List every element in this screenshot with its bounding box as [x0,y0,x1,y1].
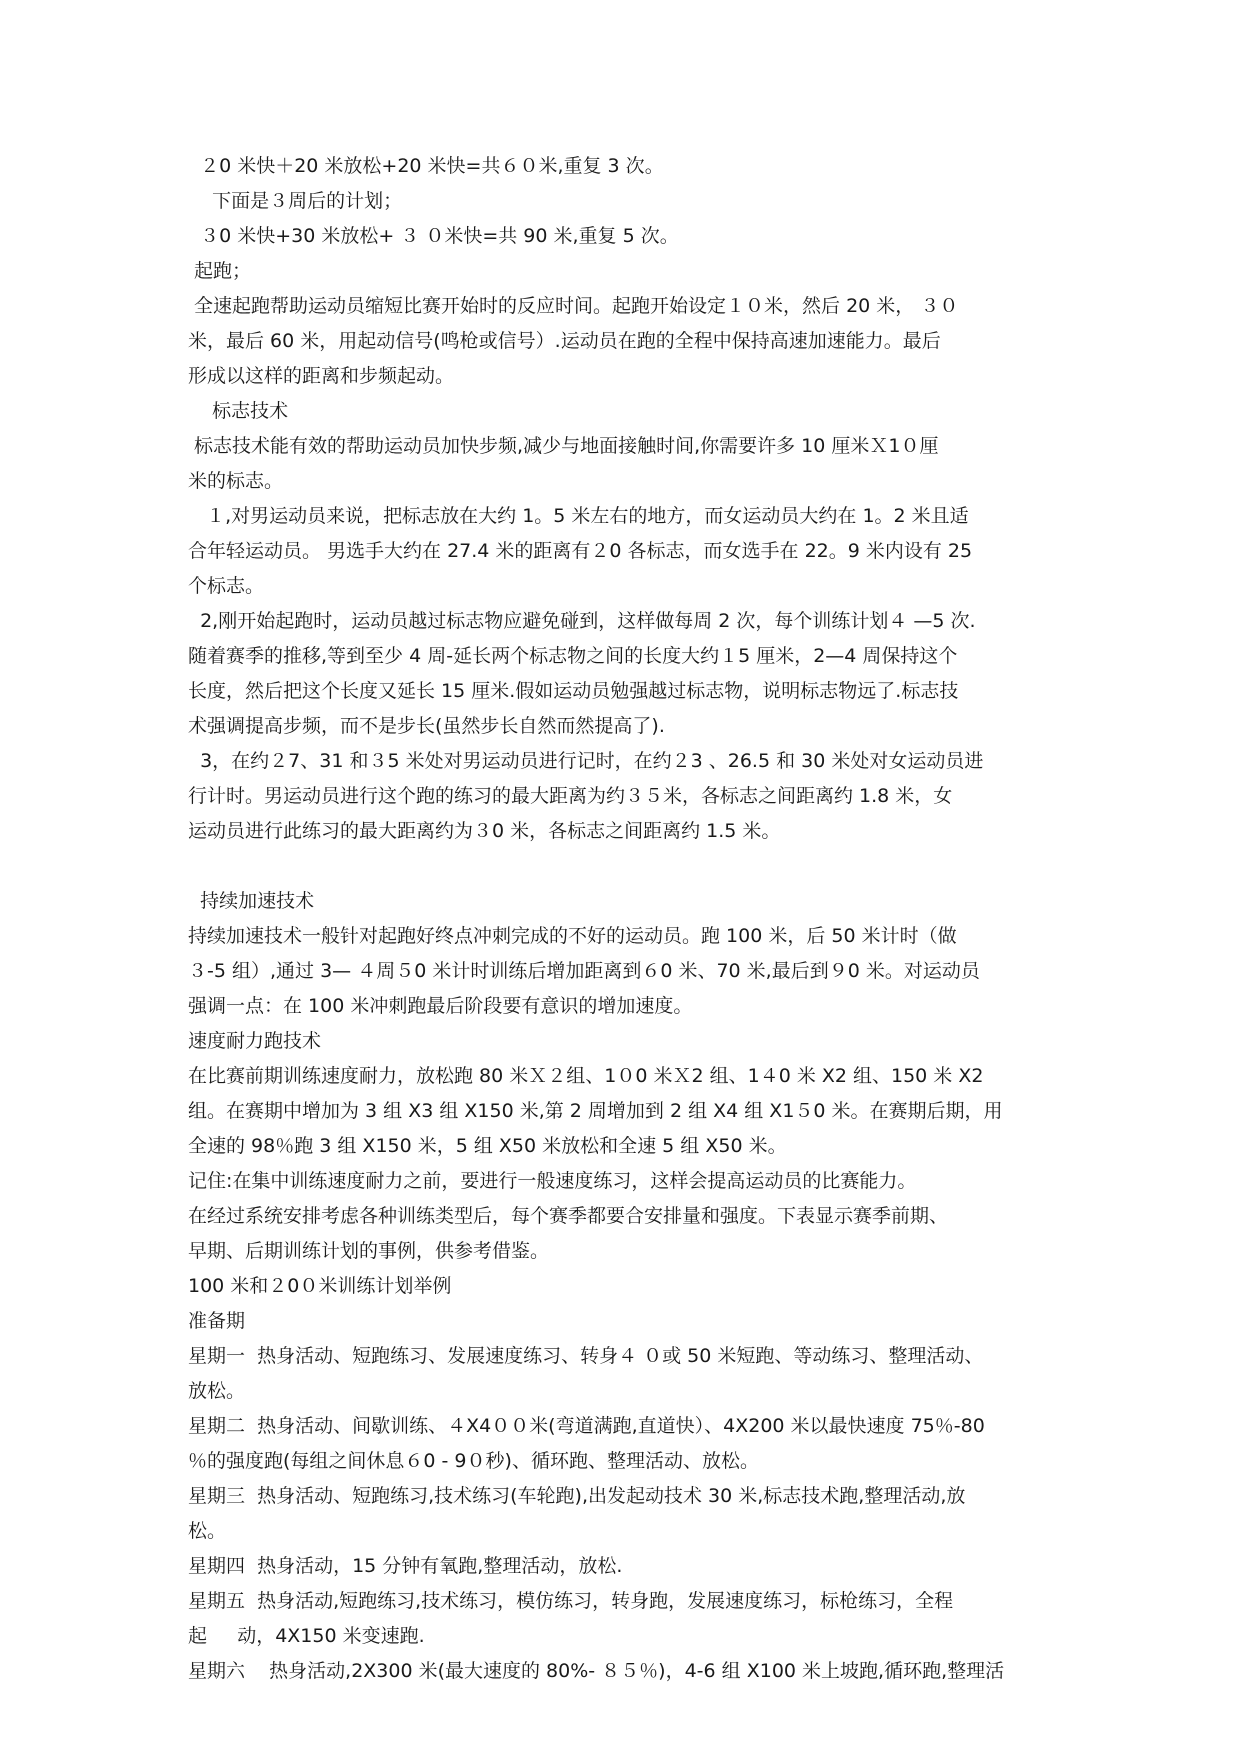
text-line: １,对男运动员来说，把标志放在大约 1。5 米左右的地方，而女运动员大约在 1。2 米且适 [188,505,969,527]
text-line: 术强调提高步频，而不是步长(虽然步长自然而然提高了). [188,715,665,737]
text-line: 形成以这样的距离和步频起动。 [188,365,455,387]
text-line: 长度，然后把这个长度又延长 15 厘米.假如运动员勉强越过标志物，说明标志物远了.标志技 [188,680,959,702]
text-line: 在经过系统安排考虑各种训练类型后，每个赛季都要合安排量和强度。下表显示赛季前期、 [188,1205,949,1227]
text-line: 星期六 热身活动,2X300 米(最大速度的 80%- ８５％)，4-6 组 X100 米上坡跑,循环跑,整理活 [188,1660,1005,1682]
text-line: 随着赛季的推移,等到至少 4 周-延长两个标志物之间的长度大约１5 厘米，2—4 周保持这个 [188,645,958,667]
blank-line [188,849,1058,884]
text-line: 强调一点：在 100 米冲刺跑最后阶段要有意识的增加速度。 [188,995,693,1017]
text-line: 合年轻运动员。 男选手大约在 27.4 米的距离有２0 各标志，而女选手在 22。9 米内设有 25 [188,540,973,562]
section-heading: 100 米和２0０米训练计划举例 [188,1275,452,1297]
text-line: ３0 米快+30 米放松+ ３ ０米快=共 90 米,重复 5 次。 [188,225,679,247]
text-line: 下面是３周后的计划； [188,190,403,212]
text-line: ２0 米快＋20 米放松+20 米快=共６０米,重复 3 次。 [188,155,664,177]
section-heading: 起跑； [188,260,252,282]
text-line: 米，最后 60 米，用起动信号(鸣枪或信号）.运动员在跑的全程中保持高速加速能力。最后 [188,330,941,352]
text-line: 星期二 热身活动、间歇训练、４X4００米(弯道满跑,直道快）、4X200 米以最快速度 75％-80 [188,1415,985,1437]
text-line: 记住:在集中训练速度耐力之前，要进行一般速度练习，这样会提高运动员的比赛能力。 [188,1170,917,1192]
text-line: 标志技术能有效的帮助运动员加快步频,减少与地面接触时间,你需要许多 10 厘米Ｘ1０厘 [188,435,939,457]
text-line: 星期四 热身活动，15 分钟有氧跑,整理活动，放松. [188,1555,623,1577]
text-line: 起 动，4X150 米变速跑. [188,1625,425,1647]
text-line: 3，在约２7、31 和３5 米处对男运动员进行记时，在约２3 、26.5 和 30 米处对女运动员进 [188,750,984,772]
section-heading: 准备期 [188,1310,246,1332]
text-line: ％的强度跑(每组之间休息６0 - 9０秒)、循环跑、整理活动、放松。 [188,1450,759,1472]
text-line: 全速的 98％跑 3 组 X150 米，5 组 X50 米放松和全速 5 组 X50 米。 [188,1135,787,1157]
text-line: 个标志。 [188,575,265,597]
text-line: 持续加速技术一般针对起跑好终点冲刺完成的不好的运动员。跑 100 米，后 50 米计时（做 [188,925,957,947]
text-line: ３-5 组）,通过 3— ４周５0 米计时训练后增加距离到６0 米、70 米,最后到９0 米。对运动员 [188,960,980,982]
text-line: 星期三 热身活动、短跑练习,技术练习(车轮跑),出发起动技术 30 米,标志技术跑,整理活动,放 [188,1485,966,1507]
text-line: 全速起跑帮助运动员缩短比赛开始时的反应时间。起跑开始设定１０米，然后 20 米， ３０ [188,295,959,317]
text-line: 星期一 热身活动、短跑练习、发展速度练习、转身４ ０或 50 米短跑、等动练习、整理活动、 [188,1345,984,1367]
text-line: 星期五 热身活动,短跑练习,技术练习，模仿练习，转身跑，发展速度练习，标枪练习，全程 [188,1590,954,1612]
text-line: 松。 [188,1520,227,1542]
text-line: 2,刚开始起跑时，运动员越过标志物应避免碰到，这样做每周 2 次，每个训练计划４ —5 次. [188,610,976,632]
text-line: 早期、后期训练计划的事例，供参考借鉴。 [188,1240,550,1262]
text-line: 行计时。男运动员进行这个跑的练习的最大距离为约３５米，各标志之间距离约 1.8 米，女 [188,785,953,807]
text-line: 放松。 [188,1380,246,1402]
text-line: 运动员进行此练习的最大距离约为３0 米，各标志之间距离约 1.5 米。 [188,820,781,842]
section-heading: 速度耐力跑技术 [188,1030,322,1052]
text-line: 米的标志。 [188,470,284,492]
section-heading: 标志技术 [188,400,289,422]
document-body [188,149,1058,1689]
text-line: 在比赛前期训练速度耐力，放松跑 80 米Ｘ２组、1０0 米Ｘ2 组、1４0 米 X2 组、150 米 X2 [188,1065,984,1087]
section-heading: 持续加速技术 [188,890,315,912]
text-line: 组。在赛期中增加为 3 组 X3 组 X150 米,第 2 周增加到 2 组 X4 组 X1５0 米。在赛期后期，用 [188,1100,1003,1122]
